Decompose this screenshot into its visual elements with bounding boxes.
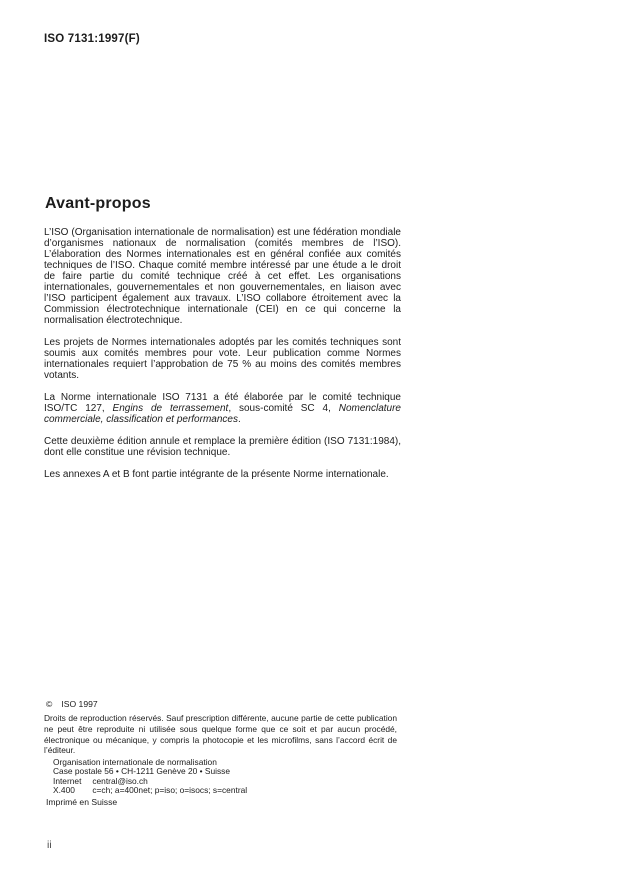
rights-notice: Droits de reproduction réservés. Sauf prescription différente, aucune partie de cette publication ne peut être reproduite ni utilisée sous quelque forme que ce soit et par aucun procédé, électronique ou mécanique, y compris la photocopie et les microfilms, sans l’accord écrit de l’éditeur. (44, 713, 397, 756)
foreword-paragraph: Les annexes A et B font partie intégrante de la présente Norme internationale. (44, 469, 389, 480)
internet-label: Internet (53, 775, 82, 786)
publisher-address-block (53, 758, 247, 796)
copyright-symbol: © (46, 699, 53, 709)
x400-label: X.400 (53, 785, 75, 796)
publisher-postal-address: Case postale 56 • CH-1211 Genève 20 • Suisse (53, 766, 231, 777)
foreword-paragraph: Les projets de Normes internationales adoptés par les comités techniques sont soumis aux comités membres pour vote. Leur publication comme Normes internationales requiert l’approbation de 75 % au moins des comités membres votants. (44, 337, 401, 381)
copyright-line (46, 699, 98, 709)
copyright-text: ISO 1997 (61, 699, 98, 709)
foreword-body (44, 227, 401, 491)
internet-address: central@iso.ch (92, 775, 148, 786)
doc-reference: ISO 7131:1997(F) (44, 33, 140, 45)
publisher-name: Organisation internationale de normalisation (53, 757, 217, 767)
x400-address: c=ch; a=400net; p=iso; o=isocs; s=central (92, 785, 248, 796)
foreword-paragraph: L’ISO (Organisation internationale de normalisation) est une fédération mondiale d’organismes nationaux de normalisation (comités membres de l’ISO). L’élaboration des Normes internationales est en général confiée aux comités techniques de l’ISO. Chaque comité membre intéressé par une étude a le droit de faire partie du comité technique créé à cet effet. Les organisations internationales, gouvernementales et non gouvernementales, en liaison avec l’ISO participent également aux travaux. L’ISO collabore étroitement avec la Commission électrotechnique internationale (CEI) en ce qui concerne la normalisation électrotechnique. (44, 227, 401, 326)
section-title: Avant-propos (45, 195, 151, 212)
foreword-paragraph: La Norme internationale ISO 7131 a été élaborée par le comité technique ISO/TC 127, Engins de terrassement, sous-comité SC 4, Nomenclature commerciale, classification et performances. (44, 392, 401, 425)
page-number: ii (47, 839, 52, 851)
x400-row (53, 786, 247, 795)
printed-note: Imprimé en Suisse (46, 797, 118, 807)
foreword-paragraph: Cette deuxième édition annule et remplace la première édition (ISO 7131:1984), dont elle constitue une révision technique. (44, 436, 401, 458)
